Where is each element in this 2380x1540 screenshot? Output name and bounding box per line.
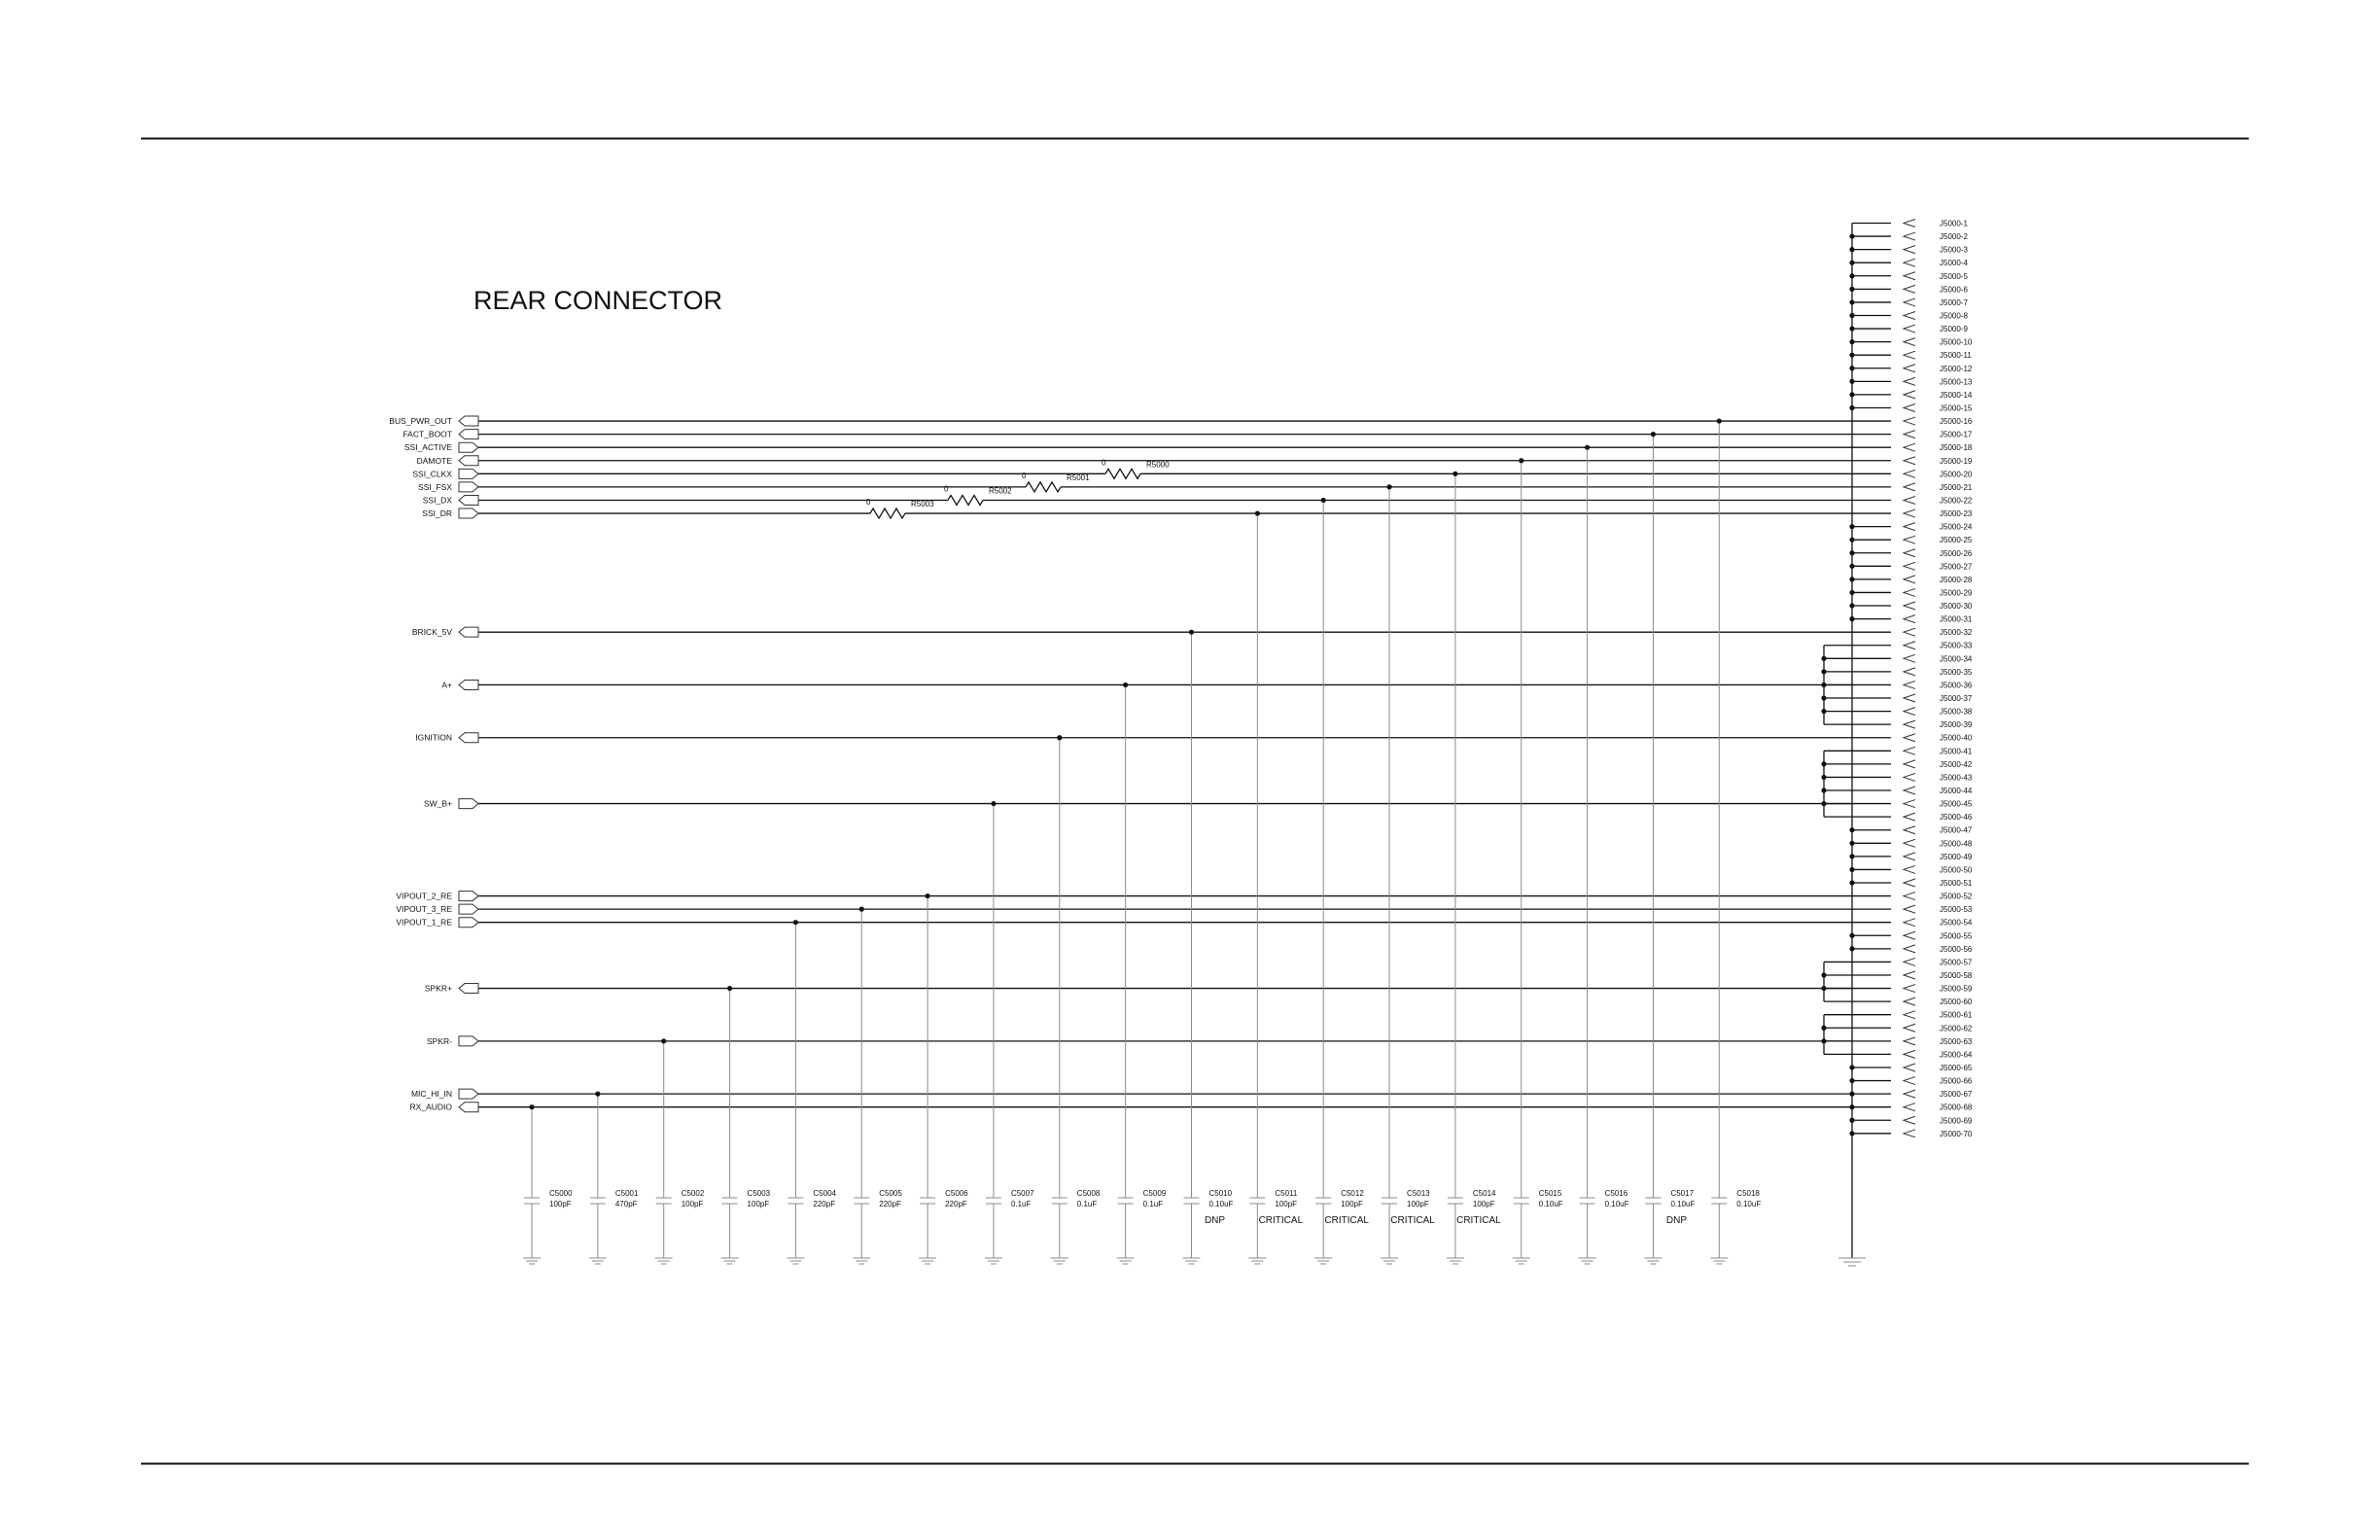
pin-group-junction <box>1821 788 1826 792</box>
cap-note-c5017: DNP <box>1665 1215 1688 1226</box>
connector-pin-label: J5000-47 <box>1940 825 1973 835</box>
pin-group-junction <box>1821 972 1826 977</box>
connector-pin-arrow <box>1904 1037 1915 1045</box>
connector-pin-arrow <box>1904 826 1915 834</box>
connector-pin-label: J5000-5 <box>1940 271 1968 281</box>
connector-pin-arrow <box>1904 1103 1915 1111</box>
cap-value-c5003: 100pF <box>747 1200 770 1208</box>
connector-pin-label: J5000-61 <box>1940 1010 1973 1020</box>
cap-ref-c5017: C5017 <box>1670 1189 1695 1198</box>
resistor-ref-r5000: R5000 <box>1146 460 1170 470</box>
connector-pin-arrow <box>1904 523 1915 531</box>
bus-junction <box>1849 366 1854 370</box>
connector-pin-label: J5000-34 <box>1940 654 1973 664</box>
port-ssi-active <box>459 442 478 452</box>
connector-pin-arrow <box>1904 1130 1915 1138</box>
signal-label-brick-5v: BRICK_5V <box>411 627 452 638</box>
cap-value-c5008: 0.1uF <box>1076 1200 1098 1208</box>
connector-pin-label: J5000-13 <box>1940 377 1973 387</box>
port-ssi-clkx <box>459 469 478 478</box>
resistor-ref-r5003: R5003 <box>911 500 934 509</box>
connector-pin-arrow <box>1904 325 1915 332</box>
connector-pin-label: J5000-29 <box>1940 588 1973 598</box>
port-damote <box>459 456 478 466</box>
bus-junction <box>1849 880 1854 885</box>
connector-pin-label: J5000-46 <box>1940 813 1973 822</box>
bus-junction <box>1849 339 1854 344</box>
connector-pin-label: J5000-18 <box>1940 443 1973 453</box>
bus-junction <box>1849 247 1854 252</box>
connector-pin-arrow <box>1904 800 1915 808</box>
connector-pin-arrow <box>1904 311 1915 319</box>
cap-value-c5011: 100pF <box>1275 1200 1298 1208</box>
connector-pin-arrow <box>1904 588 1915 596</box>
connector-pin-arrow <box>1904 1011 1915 1019</box>
cap-value-c5005: 220pF <box>879 1200 901 1208</box>
cap-ref-c5004: C5004 <box>813 1189 836 1198</box>
connector-pin-arrow <box>1904 720 1915 728</box>
connector-pin-arrow <box>1904 483 1915 491</box>
signal-label-vipout-1-re: VIPOUT_1_RE <box>396 917 452 928</box>
cap-ref-c5010: C5010 <box>1208 1189 1233 1198</box>
connector-pin-label: J5000-25 <box>1940 536 1973 545</box>
resistor-value-r5001: 0 <box>1022 471 1027 480</box>
connector-pin-arrow <box>1904 839 1915 847</box>
bus-junction <box>1849 287 1854 292</box>
cap-ref-c5003: C5003 <box>747 1189 771 1198</box>
connector-pin-label: J5000-50 <box>1940 865 1973 875</box>
cap-note-c5012: CRITICAL <box>1324 1215 1369 1226</box>
resistor-ref-r5002: R5002 <box>989 486 1012 496</box>
signal-label-ignition: IGNITION <box>415 732 452 743</box>
resistor-r5000 <box>1105 469 1140 478</box>
signal-label-mic-hi-in: MIC_HI_IN <box>410 1089 452 1100</box>
connector-pin-label: J5000-4 <box>1940 259 1968 268</box>
signal-label-vipout-3-re: VIPOUT_3_RE <box>396 904 452 915</box>
cap-junction-c5014 <box>1452 472 1457 476</box>
cap-ref-c5001: C5001 <box>614 1189 639 1198</box>
connector-pin-arrow <box>1904 773 1915 781</box>
cap-junction-c5011 <box>1255 510 1260 515</box>
bus-junction <box>1849 1065 1854 1069</box>
signal-label-fact-boot: FACT_BOOT <box>402 429 452 439</box>
connector-pin-label: J5000-24 <box>1940 522 1973 532</box>
connector-pin-arrow <box>1904 576 1915 583</box>
pin-group-junction <box>1821 695 1826 700</box>
cap-ref-c5005: C5005 <box>879 1189 902 1198</box>
port-spkr <box>459 984 478 994</box>
bus-junction <box>1849 273 1854 278</box>
connector-pin-label: J5000-49 <box>1940 852 1973 861</box>
cap-ref-c5014: C5014 <box>1472 1189 1496 1198</box>
cap-ref-c5006: C5006 <box>945 1189 968 1198</box>
cap-junction-c5015 <box>1519 458 1523 463</box>
connector-pin-label: J5000-10 <box>1940 337 1973 347</box>
cap-value-c5018: 0.10uF <box>1736 1200 1762 1208</box>
signal-label-ssi-dx: SSI_DX <box>422 495 452 506</box>
connector-pin-arrow <box>1904 813 1915 821</box>
connector-pin-label: J5000-14 <box>1940 390 1973 400</box>
wires <box>478 224 1891 1259</box>
bus-junction <box>1849 299 1854 304</box>
cap-junction-c5009 <box>1123 682 1128 687</box>
resistor-r5002 <box>948 495 983 505</box>
port-brick-5v <box>459 627 478 637</box>
port-vipout-3-re <box>459 904 478 914</box>
bus-junction <box>1849 867 1854 872</box>
connector-pin-label: J5000-22 <box>1940 496 1973 506</box>
cap-value-c5013: 100pF <box>1407 1200 1429 1208</box>
connector-pin-label: J5000-65 <box>1940 1063 1973 1072</box>
connector-pin-label: J5000-21 <box>1940 482 1973 492</box>
connector-pin-arrow <box>1904 232 1915 240</box>
pin-group-junction <box>1821 669 1826 674</box>
resistor-ref-r5001: R5001 <box>1067 472 1090 482</box>
connector-pin-label: J5000-20 <box>1940 470 1973 479</box>
connector-pin-label: J5000-26 <box>1940 548 1973 558</box>
connector-pin-arrow <box>1904 919 1915 927</box>
connector-pin-label: J5000-28 <box>1940 575 1973 584</box>
connector-pin-arrow <box>1904 681 1915 688</box>
bus-junction <box>1849 1118 1854 1123</box>
connector-pin-label: J5000-7 <box>1940 298 1968 307</box>
signal-label-a: A+ <box>441 680 452 690</box>
signal-label-spkr: SPKR- <box>427 1035 452 1046</box>
connector-pin-label: J5000-59 <box>1940 984 1973 994</box>
connector-pin-arrow <box>1904 734 1915 742</box>
cap-junction-c5004 <box>793 920 798 925</box>
connector-pin-arrow <box>1904 985 1915 993</box>
signal-label-damote: DAMOTE <box>416 455 452 466</box>
cap-junction-c5017 <box>1651 432 1656 437</box>
connector-pin-arrow <box>1904 694 1915 702</box>
connector-pin-arrow <box>1904 905 1915 913</box>
connector-pin-arrow <box>1904 1090 1915 1098</box>
connector-pin-arrow <box>1904 668 1915 676</box>
connector-pin-label: J5000-52 <box>1940 892 1973 901</box>
connector-pin-arrow <box>1904 377 1915 385</box>
connector-pin-arrow <box>1904 1064 1915 1071</box>
connector-pin-label: J5000-30 <box>1940 602 1973 612</box>
connector-pin-label: J5000-15 <box>1940 403 1973 413</box>
connector-pin-label: J5000-44 <box>1940 787 1973 796</box>
connector-pin-label: J5000-43 <box>1940 773 1973 783</box>
bus-junction <box>1849 827 1854 832</box>
bus-junction <box>1849 326 1854 331</box>
connector-pin-label: J5000-16 <box>1940 417 1973 427</box>
connector-pin-arrow <box>1904 496 1915 504</box>
signal-label-sw-b: SW_B+ <box>423 798 452 809</box>
port-mic-hi-in <box>459 1089 478 1099</box>
cap-junction-c5012 <box>1321 498 1326 503</box>
cap-ref-c5009: C5009 <box>1142 1189 1167 1198</box>
bus-junction <box>1849 550 1854 555</box>
resistor-r5003 <box>870 508 905 518</box>
connector-pin-arrow <box>1904 602 1915 610</box>
cap-ref-c5015: C5015 <box>1538 1189 1562 1198</box>
connector-pin-arrow <box>1904 509 1915 517</box>
cap-ref-c5016: C5016 <box>1604 1189 1628 1198</box>
connector-pin-label: J5000-12 <box>1940 364 1973 373</box>
connector-pin-label: J5000-11 <box>1940 351 1972 361</box>
connector-pin-label: J5000-1 <box>1940 219 1968 228</box>
resistor-value-r5000: 0 <box>1102 458 1106 468</box>
bus-junction <box>1849 854 1854 858</box>
connector-pin-label: J5000-48 <box>1940 839 1973 849</box>
cap-junction-c5003 <box>727 986 732 991</box>
port-ssi-dx <box>459 495 478 505</box>
cap-junction-c5001 <box>595 1092 600 1097</box>
connector-pin-label: J5000-51 <box>1940 879 1973 888</box>
connector-pin-arrow <box>1904 971 1915 979</box>
connector-pin-arrow <box>1904 246 1915 254</box>
connector-pin-label: J5000-40 <box>1940 733 1973 743</box>
bus-junction <box>1849 261 1854 265</box>
connector-pin-arrow <box>1904 351 1915 359</box>
connector-pin-label: J5000-8 <box>1940 311 1968 321</box>
bus-junction <box>1849 524 1854 529</box>
connector-pin-arrow <box>1904 945 1915 953</box>
page-title: REAR CONNECTOR <box>473 286 723 315</box>
connector-pin-label: J5000-67 <box>1940 1090 1973 1100</box>
connector-pin-arrow <box>1904 865 1915 873</box>
pin-group-junction <box>1821 761 1826 766</box>
bus-junction <box>1849 392 1854 397</box>
cap-value-c5004: 220pF <box>813 1200 836 1208</box>
cap-junction-c5005 <box>859 907 864 912</box>
port-a <box>459 680 478 689</box>
bus-junction <box>1849 353 1854 358</box>
connector-pin-label: J5000-27 <box>1940 562 1973 572</box>
cap-junction-c5016 <box>1585 445 1590 450</box>
connector-pin-arrow <box>1904 958 1915 965</box>
port-fact-boot <box>459 430 478 439</box>
connector-pin-arrow <box>1904 259 1915 266</box>
connector-pin-label: J5000-39 <box>1940 720 1973 730</box>
connector-pin-arrow <box>1904 365 1915 372</box>
cap-value-c5007: 0.1uF <box>1010 1200 1032 1208</box>
cap-value-c5017: 0.10uF <box>1670 1200 1696 1208</box>
connector-pin-label: J5000-23 <box>1940 509 1973 519</box>
connector-pin-label: J5000-57 <box>1940 958 1973 967</box>
resistor-r5001 <box>1026 482 1061 492</box>
port-rx-audio <box>459 1102 478 1112</box>
cap-value-c5001: 470pF <box>614 1200 638 1208</box>
connector-pin-arrow <box>1904 391 1915 399</box>
connector-pin-label: J5000-35 <box>1940 667 1973 677</box>
connector-pin-arrow <box>1904 457 1915 465</box>
connector-pin-label: J5000-41 <box>1940 747 1973 756</box>
connector-pin-arrow <box>1904 998 1915 1005</box>
cap-ref-c5012: C5012 <box>1341 1189 1364 1198</box>
port-sw-b <box>459 799 478 809</box>
resistor-value-r5002: 0 <box>944 484 949 494</box>
connector-pin-arrow <box>1904 708 1915 716</box>
connector-pin-arrow <box>1904 536 1915 543</box>
cap-ref-c5008: C5008 <box>1076 1189 1101 1198</box>
connector-pin-label: J5000-32 <box>1940 628 1973 638</box>
connector-pin-arrow <box>1904 298 1915 306</box>
resistor-value-r5003: 0 <box>866 498 871 508</box>
port-vipout-2-re <box>459 892 478 901</box>
connector-pin-arrow <box>1904 931 1915 939</box>
connector-pin-arrow <box>1904 1024 1915 1032</box>
connector-pin-arrow <box>1904 879 1915 887</box>
signal-label-rx-audio: RX_AUDIO <box>409 1102 452 1112</box>
cap-value-c5002: 100pF <box>681 1200 704 1208</box>
connector-pin-label: J5000-45 <box>1940 799 1973 809</box>
connector-pin-arrow <box>1904 787 1915 794</box>
port-vipout-1-re <box>459 918 478 928</box>
bus-junction <box>1849 1078 1854 1083</box>
cap-value-c5009: 0.1uF <box>1142 1200 1164 1208</box>
cap-junction-c5006 <box>926 893 930 898</box>
connector-pin-label: J5000-53 <box>1940 905 1973 915</box>
cap-ref-c5011: C5011 <box>1275 1189 1298 1198</box>
connector-pin-arrow <box>1904 220 1915 228</box>
connector-pin-arrow <box>1904 1050 1915 1058</box>
cap-note-c5011: CRITICAL <box>1258 1215 1304 1226</box>
connector-pin-label: J5000-33 <box>1940 641 1973 650</box>
cap-ref-c5013: C5013 <box>1407 1189 1430 1198</box>
connector-pin-arrow <box>1904 403 1915 411</box>
connector-pin-label: J5000-3 <box>1940 245 1968 255</box>
connector-pin-label: J5000-68 <box>1940 1102 1973 1112</box>
cap-ref-c5000: C5000 <box>549 1189 573 1198</box>
connector-pin-label: J5000-54 <box>1940 918 1973 928</box>
connector-pin-label: J5000-66 <box>1940 1076 1973 1086</box>
port-ssi-fsx <box>459 482 478 492</box>
pin-group-junction <box>1821 775 1826 780</box>
connector-pin-arrow <box>1904 562 1915 570</box>
connector-pin-arrow <box>1904 628 1915 636</box>
connector-pin-label: J5000-36 <box>1940 681 1973 690</box>
cap-junction-c5002 <box>661 1038 666 1043</box>
bus-junction <box>1849 538 1854 542</box>
connector-pin-arrow <box>1904 338 1915 346</box>
signal-label-ssi-fsx: SSI_FSX <box>418 481 452 492</box>
bus-junction <box>1849 603 1854 608</box>
connector-pin-label: J5000-6 <box>1940 285 1968 295</box>
bus-junction <box>1849 1131 1854 1136</box>
cap-value-c5015: 0.10uF <box>1538 1200 1563 1208</box>
pin-group-junction <box>1821 709 1826 714</box>
connector-pin-label: J5000-69 <box>1940 1116 1973 1126</box>
cap-value-c5006: 220pF <box>945 1200 967 1208</box>
connector-pin-label: J5000-56 <box>1940 944 1973 954</box>
signal-label-ssi-dr: SSI_DR <box>422 508 452 519</box>
bus-junction <box>1849 946 1854 951</box>
connector-pin-arrow <box>1904 1077 1915 1085</box>
bus-junction <box>1849 616 1854 621</box>
cap-value-c5016: 0.10uF <box>1604 1200 1629 1208</box>
connector-pin-label: J5000-62 <box>1940 1024 1973 1033</box>
connector-pin-label: J5000-64 <box>1940 1050 1973 1060</box>
cap-value-c5000: 100pF <box>549 1200 572 1208</box>
pin-group-junction <box>1821 656 1826 661</box>
port-ssi-dr <box>459 508 478 518</box>
bus-junction <box>1849 233 1854 238</box>
pin-group-junction <box>1821 1026 1826 1031</box>
bus-junction <box>1849 405 1854 410</box>
cap-note-c5010: DNP <box>1204 1215 1226 1226</box>
bus-junction <box>1849 379 1854 384</box>
port-spkr <box>459 1036 478 1046</box>
connector-pin-arrow <box>1904 642 1915 649</box>
port-bus-pwr-out <box>459 416 478 426</box>
signal-label-vipout-2-re: VIPOUT_2_RE <box>396 891 452 901</box>
components <box>459 220 1915 1267</box>
connector-pin-arrow <box>1904 549 1915 557</box>
bus-junction <box>1849 841 1854 846</box>
signal-label-ssi-clkx: SSI_CLKX <box>412 469 452 479</box>
signal-label-ssi-active: SSI_ACTIVE <box>403 442 452 453</box>
cap-ref-c5002: C5002 <box>681 1189 705 1198</box>
connector-pin-label: J5000-31 <box>1940 614 1973 624</box>
cap-junction-c5013 <box>1386 484 1391 489</box>
connector-pin-label: J5000-63 <box>1940 1036 1973 1046</box>
connector-pin-label: J5000-2 <box>1940 232 1968 242</box>
bus-junction <box>1849 313 1854 318</box>
bus-junction <box>1849 590 1854 595</box>
connector-pin-label: J5000-55 <box>1940 931 1973 941</box>
connector-pin-label: J5000-37 <box>1940 694 1973 704</box>
connector-pin-label: J5000-70 <box>1940 1129 1973 1138</box>
connector-pin-label: J5000-38 <box>1940 707 1973 717</box>
connector-pin-arrow <box>1904 470 1915 477</box>
connector-pin-arrow <box>1904 443 1915 451</box>
connector-pin-label: J5000-9 <box>1940 325 1968 334</box>
cap-value-c5010: 0.10uF <box>1208 1200 1234 1208</box>
cap-value-c5014: 100pF <box>1472 1200 1495 1208</box>
connector-pin-label: J5000-17 <box>1940 430 1973 439</box>
cap-ref-c5007: C5007 <box>1010 1189 1034 1198</box>
connector-pin-label: J5000-60 <box>1940 998 1973 1007</box>
cap-junction-c5000 <box>529 1104 534 1109</box>
connector-pin-label: J5000-58 <box>1940 970 1973 980</box>
connector-pin-arrow <box>1904 417 1915 425</box>
connector-pin-label: J5000-42 <box>1940 759 1973 769</box>
cap-junction-c5010 <box>1189 630 1194 635</box>
bus-junction <box>1849 577 1854 581</box>
cap-ref-c5018: C5018 <box>1736 1189 1760 1198</box>
connector-pin-arrow <box>1904 892 1915 900</box>
connector-pin-arrow <box>1904 853 1915 860</box>
port-ignition <box>459 733 478 743</box>
connector-pin-arrow <box>1904 431 1915 438</box>
connector-pin-arrow <box>1904 272 1915 280</box>
connector-pin-arrow <box>1904 760 1915 768</box>
connector-pin-arrow <box>1904 747 1915 754</box>
connector-pin-label: J5000-19 <box>1940 456 1973 466</box>
connector-pin-arrow <box>1904 1116 1915 1124</box>
cap-junction-c5018 <box>1717 418 1722 423</box>
connector-pin-arrow <box>1904 654 1915 662</box>
bus-junction <box>1849 564 1854 569</box>
signal-label-bus-pwr-out: BUS_PWR_OUT <box>389 416 452 427</box>
connector-pin-arrow <box>1904 615 1915 623</box>
signal-label-spkr: SPKR+ <box>424 983 452 994</box>
cap-junction-c5007 <box>991 801 996 806</box>
cap-value-c5012: 100pF <box>1341 1200 1363 1208</box>
bus-junction <box>1849 933 1854 938</box>
cap-note-c5013: CRITICAL <box>1390 1215 1435 1226</box>
connector-pin-arrow <box>1904 285 1915 293</box>
cap-junction-c5008 <box>1057 735 1062 740</box>
cap-note-c5014: CRITICAL <box>1456 1215 1501 1226</box>
labels <box>389 220 1973 1227</box>
